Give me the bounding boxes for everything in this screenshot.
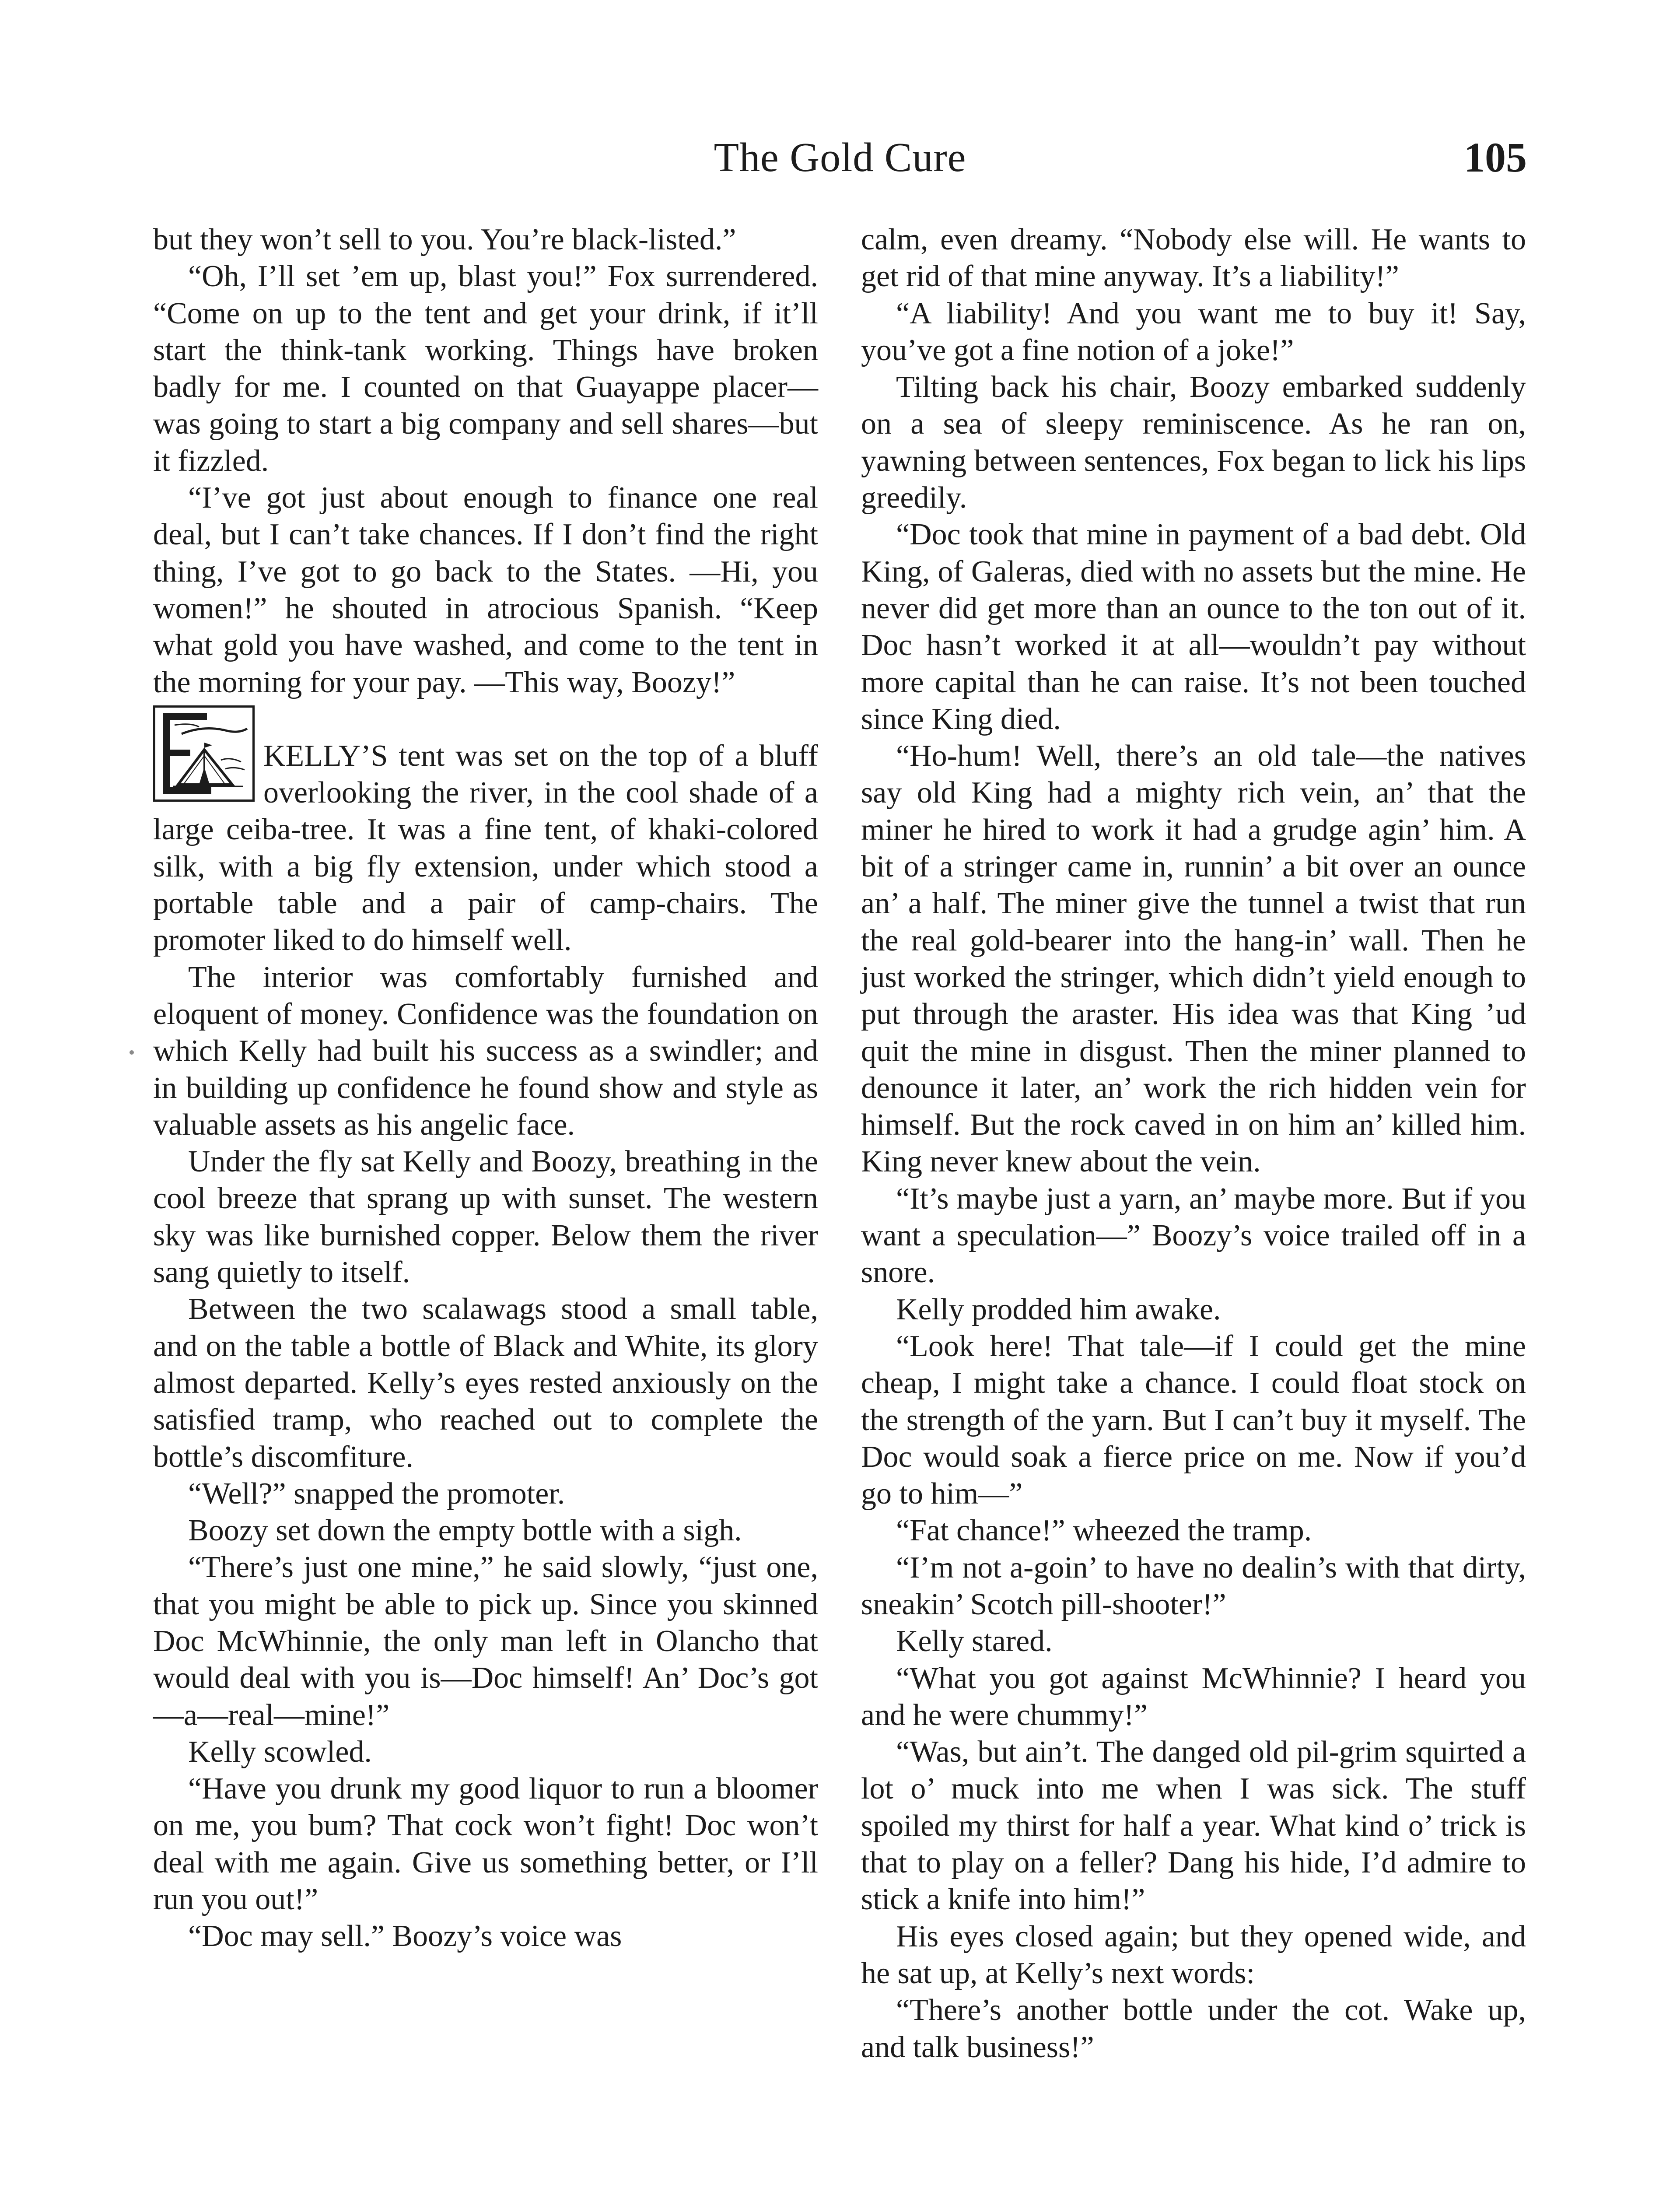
paragraph: “Look here! That tale—if I could get the mine cheap, I might take a chance. I could float stock on the strength of the yarn. But I can’t buy it myself. The Doc would soak a fierce price on me. Now if you’d go to him—”	[861, 1329, 1526, 1511]
right-column	[861, 221, 1526, 2066]
paragraph: KELLY’S tent was set on the top of a bluff overlooking the river, in the cool shade of a large ceiba-tree. It was a fine tent, of khaki-colored silk, with a big fly extension, under which stood a portable table and a pair of camp-chairs. The promoter liked to do himself well.	[153, 739, 818, 957]
paragraph: “There’s just one mine,” he said slowly, “just one, that you might be able to pick up. Since you skinned Doc McWhinnie, the only man left in Olancho that would deal with you is—Doc himself! An’ Doc’s got—a—real—mine!”	[153, 1550, 818, 1732]
paragraph: Kelly prodded him awake.	[896, 1292, 1221, 1326]
paragraph: Between the two scalawags stood a small table, and on the table a bottle of Black and White, its glory almost departed. Kelly’s eyes rested anxiously on the satisfied tramp, who reached out to complete the bottle’s discomfiture.	[153, 1292, 818, 1474]
paragraph: “Well?” snapped the promoter.	[188, 1476, 565, 1511]
paragraph: “Have you drunk my good liquor to run a bloomer on me, you bum? That cock won’t fight! Doc won’t deal with me again. Give us something better, or I’ll run you out!”	[153, 1772, 818, 1917]
paragraph: but they won’t sell to you. You’re black-listed.”	[153, 223, 736, 256]
paragraph: “Was, but ain’t. The danged old pil-grim squirted a lot o’ muck into me when I was sick. The stuff spoiled my thirst for half a year. What kind o’ trick is that to play on a feller? Dang his hide, I’d admire to stick a knife into him!”	[861, 1735, 1526, 1917]
running-title: The Gold Cure	[714, 135, 966, 180]
paragraph: His eyes closed again; but they opened wide, and he sat up, at Kelly’s next words:	[861, 1919, 1526, 1990]
paragraph: “Fat chance!” wheezed the tramp.	[896, 1514, 1312, 1548]
paragraph: “Doc may sell.” Boozy’s voice was	[188, 1919, 622, 1953]
paragraph: The interior was comfortably furnished and eloquent of money. Confidence was the foundation on which Kelly had built his success as a swindler; and in building up confidence he found show and style as valuable assets as his angelic face.	[153, 960, 818, 1142]
paragraph: “I’ve got just about enough to finance one real deal, but I can’t take chances. If I don’t find the right thing, I’ve got to go back to the States. —Hi, you women!” he shouted in atrocious Spanish. “Keep what gold you have washed, and come to the tent in the morning for your pay. —This way, Boozy!”	[153, 481, 818, 699]
paragraph: “Doc took that mine in payment of a bad debt. Old King, of Galeras, died with no assets but the mine. He never did get more than an ounce to the ton out of it. Doc hasn’t worked it at all—wouldn’t pay without more capital than he can raise. It’s not been touched since King died.	[861, 518, 1526, 736]
paragraph: calm, even dreamy. “Nobody else will. He wants to get rid of that mine anyway. It’s a liability!”	[861, 223, 1526, 294]
paragraph: “A liability! And you want me to buy it! Say, you’ve got a fine notion of a joke!”	[861, 296, 1526, 367]
paragraph: “I’m not a-goin’ to have no dealin’s with that dirty, sneakin’ Scotch pill-shooter!”	[861, 1550, 1526, 1621]
paragraph: Under the fly sat Kelly and Boozy, breathing in the cool breeze that sprang up with sunset. The western sky was like burnished copper. Below them the river sang quietly to itself.	[153, 1145, 818, 1290]
left-column	[153, 221, 818, 1955]
woodcut-tent-drop-cap-letter-e-icon	[153, 705, 255, 802]
page-number: 105	[1464, 134, 1527, 181]
paragraph: “Oh, I’ll set ’em up, blast you!” Fox surrendered. “Come on up to the tent and get your drink, if it’ll start the think-tank working. Things have broken badly for me. I counted on that Guayappe placer—was going to start a big company and sell shares—but it fizzled.	[153, 259, 818, 478]
paragraph: Tilting back his chair, Boozy embarked suddenly on a sea of sleepy reminiscence. As he ran on, yawning between sentences, Fox began to lick his lips greedily.	[861, 370, 1526, 515]
paragraph: Kelly stared.	[896, 1624, 1053, 1659]
paragraph: “What you got against McWhinnie? I heard you and he were chummy!”	[861, 1661, 1526, 1732]
paragraph: “There’s another bottle under the cot. Wake up, and talk business!”	[861, 1993, 1526, 2064]
paragraph: Kelly scowled.	[188, 1735, 372, 1769]
paragraph: Boozy set down the empty bottle with a sigh.	[188, 1514, 742, 1548]
paragraph: “Ho-hum! Well, there’s an old tale—the natives say old King had a mighty rich vein, an’ that the miner he hired to work it had a grudge agin’ him. A bit of a stringer came in, runnin’ a bit over an ounce an’ a half. The miner give the tunnel a twist that run the real gold-bearer into the hang-in’ wall. Then he just worked the stringer, which didn’t yield enough to put through the araster. His idea was that King ’ud quit the mine in disgust. Then the miner planned to denounce it later, an’ work the rich hidden vein for himself. But the rock caved in on him an’ killed him. King never knew about the vein.	[861, 739, 1526, 1179]
paper-speck	[130, 1050, 134, 1055]
page-header	[153, 123, 1527, 193]
paragraph: “It’s maybe just a yarn, an’ maybe more. But if you want a speculation—” Boozy’s voice trailed off in a snore.	[861, 1182, 1526, 1290]
